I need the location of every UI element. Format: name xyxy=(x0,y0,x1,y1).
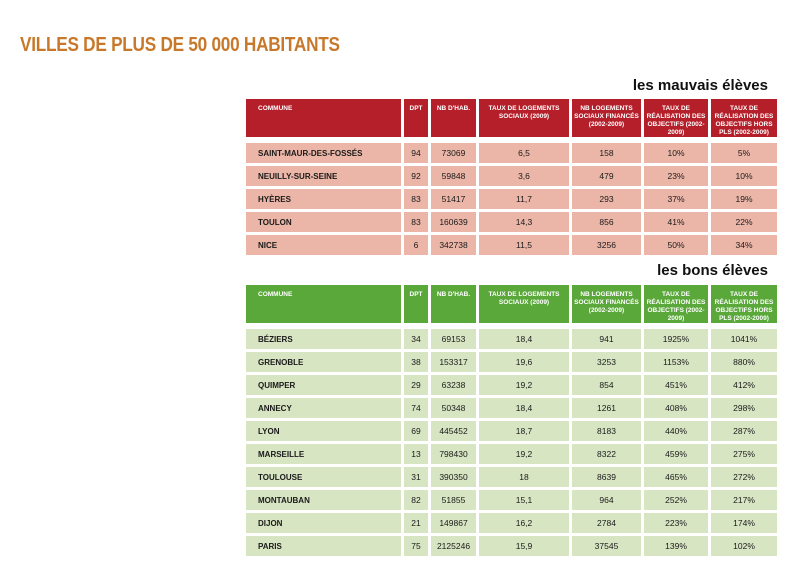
percent-value: 465 xyxy=(665,472,680,482)
percent-value: 451 xyxy=(665,380,680,390)
cell-social-rate: 16,2 xyxy=(479,513,572,536)
table-row xyxy=(246,189,777,212)
cell-population: 59848 xyxy=(431,166,479,189)
cell-financed: 37545 xyxy=(572,536,644,559)
percent-unit: % xyxy=(676,240,685,250)
page-title: VILLES DE PLUS DE 50 000 HABITANTS xyxy=(20,34,340,56)
cell-financed: 964 xyxy=(572,490,644,513)
cell-social-rate: 18 xyxy=(479,467,572,490)
percent-unit: % xyxy=(747,426,755,436)
cell-financed: 293 xyxy=(572,189,644,212)
cell-achievement xyxy=(644,444,711,467)
percent-unit: % xyxy=(679,380,687,390)
good-header-row xyxy=(246,285,777,323)
table-row xyxy=(246,536,777,559)
percent-value: 459 xyxy=(665,449,680,459)
cell-social-rate: 15,1 xyxy=(479,490,572,513)
percent-unit: % xyxy=(747,449,755,459)
cell-population: 798430 xyxy=(431,444,479,467)
cell-social-rate: 19,2 xyxy=(479,375,572,398)
cell-dpt: 21 xyxy=(404,513,431,536)
cell-dpt: 31 xyxy=(404,467,431,490)
percent-unit: % xyxy=(681,334,690,344)
bad-section-title: les mauvais élèves xyxy=(632,77,768,94)
cell-financed: 854 xyxy=(572,375,644,398)
cell-achievement xyxy=(644,329,711,352)
percent-unit: % xyxy=(681,357,689,367)
percent-unit: % xyxy=(744,194,753,204)
percent-value: 22 xyxy=(735,217,745,227)
percent-unit: % xyxy=(744,240,753,250)
cell-achievement xyxy=(644,490,711,513)
cell-population: 69153 xyxy=(431,329,479,352)
table-row xyxy=(246,444,777,467)
cell-achievement-hors-pls xyxy=(711,421,777,444)
cell-achievement xyxy=(644,536,711,559)
header-achievement-hors-pls: TAUX DE RÉALISATION DES OBJECTIFS HORS PLS (2002-2009) xyxy=(711,99,777,137)
cell-population: 63238 xyxy=(431,375,479,398)
cell-achievement xyxy=(644,513,711,536)
percent-value: 440 xyxy=(665,426,680,436)
good-section-title: les bons élèves xyxy=(657,262,768,279)
cell-commune: MARSEILLE xyxy=(246,444,404,467)
cell-commune: MONTAUBAN xyxy=(246,490,404,513)
table-row xyxy=(246,166,777,189)
cell-dpt: 83 xyxy=(404,212,431,235)
cell-achievement-hors-pls xyxy=(711,235,777,258)
cell-social-rate: 11,7 xyxy=(479,189,572,212)
cell-commune: BÉZIERS xyxy=(246,329,404,352)
cell-dpt: 94 xyxy=(404,143,431,166)
cell-achievement xyxy=(644,143,711,166)
cell-achievement xyxy=(644,166,711,189)
cell-achievement-hors-pls xyxy=(711,166,777,189)
cell-achievement xyxy=(644,467,711,490)
table-row xyxy=(246,235,777,258)
cell-financed: 1261 xyxy=(572,398,644,421)
percent-unit: % xyxy=(744,217,753,227)
percent-unit: % xyxy=(676,148,685,158)
cell-achievement xyxy=(644,189,711,212)
cell-financed: 8639 xyxy=(572,467,644,490)
percent-unit: % xyxy=(747,472,755,482)
cell-commune: HYÈRES xyxy=(246,189,404,212)
percent-value: 10 xyxy=(735,171,745,181)
header-commune: COMMUNE xyxy=(246,99,404,137)
percent-unit: % xyxy=(679,449,687,459)
cell-achievement xyxy=(644,398,711,421)
cell-achievement-hors-pls xyxy=(711,398,777,421)
cell-achievement-hors-pls xyxy=(711,143,777,166)
cell-commune: SAINT-MAUR-DES-FOSSÉS xyxy=(246,143,404,166)
percent-value: 102 xyxy=(733,541,748,551)
table-row xyxy=(246,375,777,398)
cell-financed: 3253 xyxy=(572,352,644,375)
cell-dpt: 83 xyxy=(404,189,431,212)
table-row xyxy=(246,490,777,513)
cell-population: 342738 xyxy=(431,235,479,258)
cell-achievement xyxy=(644,235,711,258)
cell-social-rate: 18,4 xyxy=(479,398,572,421)
header-achievement: TAUX DE RÉALISATION DES OBJECTIFS (2002-2009) xyxy=(644,99,711,137)
good-table xyxy=(246,285,777,559)
percent-value: 174 xyxy=(733,518,748,528)
cell-population: 50348 xyxy=(431,398,479,421)
header-achievement-hors-pls: TAUX DE RÉALISATION DES OBJECTIFS HORS PLS (2002-2009) xyxy=(711,285,777,323)
header-achievement: TAUX DE RÉALISATION DES OBJECTIFS (2002-2009) xyxy=(644,285,711,323)
cell-achievement-hors-pls xyxy=(711,189,777,212)
cell-social-rate: 3,6 xyxy=(479,166,572,189)
percent-value: 41 xyxy=(667,217,677,227)
percent-value: 217 xyxy=(733,495,748,505)
cell-population: 51417 xyxy=(431,189,479,212)
cell-social-rate: 18,4 xyxy=(479,329,572,352)
cell-social-rate: 19,6 xyxy=(479,352,572,375)
percent-unit: % xyxy=(749,334,758,344)
cell-achievement xyxy=(644,212,711,235)
percent-unit: % xyxy=(747,518,755,528)
cell-achievement-hors-pls xyxy=(711,352,777,375)
percent-value: 408 xyxy=(665,403,680,413)
percent-unit: % xyxy=(679,403,687,413)
header-population: NB D'HAB. xyxy=(431,99,479,137)
cell-population: 390350 xyxy=(431,467,479,490)
percent-value: 880 xyxy=(733,357,748,367)
header-dpt: DPT xyxy=(404,99,431,137)
percent-value: 1041 xyxy=(730,334,750,344)
cell-financed: 2784 xyxy=(572,513,644,536)
table-row xyxy=(246,513,777,536)
percent-unit: % xyxy=(742,148,751,158)
cell-social-rate: 6,5 xyxy=(479,143,572,166)
table-row xyxy=(246,398,777,421)
percent-value: 37 xyxy=(667,194,677,204)
percent-unit: % xyxy=(747,357,755,367)
cell-achievement-hors-pls xyxy=(711,329,777,352)
cell-financed: 3256 xyxy=(572,235,644,258)
percent-value: 298 xyxy=(733,403,748,413)
cell-population: 445452 xyxy=(431,421,479,444)
cell-achievement-hors-pls xyxy=(711,513,777,536)
percent-unit: % xyxy=(679,472,687,482)
percent-unit: % xyxy=(747,541,755,551)
cell-dpt: 75 xyxy=(404,536,431,559)
cell-dpt: 13 xyxy=(404,444,431,467)
cell-population: 160639 xyxy=(431,212,479,235)
cell-achievement xyxy=(644,375,711,398)
cell-dpt: 69 xyxy=(404,421,431,444)
percent-value: 1925 xyxy=(662,334,682,344)
percent-value: 23 xyxy=(667,171,677,181)
cell-commune: NICE xyxy=(246,235,404,258)
header-financed: NB LOGEMENTS SOCIAUX FINANCÉS (2002-2009) xyxy=(572,99,644,137)
percent-value: 252 xyxy=(665,495,680,505)
percent-value: 1153 xyxy=(663,357,682,367)
cell-financed: 479 xyxy=(572,166,644,189)
cell-dpt: 82 xyxy=(404,490,431,513)
cell-social-rate: 15,9 xyxy=(479,536,572,559)
table-row xyxy=(246,421,777,444)
cell-commune: GRENOBLE xyxy=(246,352,404,375)
percent-unit: % xyxy=(676,217,685,227)
cell-commune: PARIS xyxy=(246,536,404,559)
percent-unit: % xyxy=(747,403,755,413)
cell-financed: 158 xyxy=(572,143,644,166)
cell-achievement-hors-pls xyxy=(711,490,777,513)
cell-achievement-hors-pls xyxy=(711,375,777,398)
cell-financed: 8322 xyxy=(572,444,644,467)
cell-social-rate: 14,3 xyxy=(479,212,572,235)
bad-table xyxy=(246,99,777,258)
table-row xyxy=(246,329,777,352)
percent-value: 275 xyxy=(733,449,748,459)
cell-dpt: 29 xyxy=(404,375,431,398)
cell-dpt: 74 xyxy=(404,398,431,421)
header-population: NB D'HAB. xyxy=(431,285,479,323)
percent-unit: % xyxy=(679,518,687,528)
cell-population: 2125246 xyxy=(431,536,479,559)
percent-unit: % xyxy=(676,171,685,181)
percent-unit: % xyxy=(747,495,755,505)
cell-social-rate: 19,2 xyxy=(479,444,572,467)
percent-value: 34 xyxy=(735,240,745,250)
cell-achievement-hors-pls xyxy=(711,444,777,467)
table-row xyxy=(246,143,777,166)
cell-financed: 8183 xyxy=(572,421,644,444)
cell-commune: LYON xyxy=(246,421,404,444)
header-social-rate: TAUX DE LOGEMENTS SOCIAUX (2009) xyxy=(479,99,572,137)
percent-value: 5 xyxy=(737,148,743,158)
cell-achievement-hors-pls xyxy=(711,212,777,235)
percent-value: 272 xyxy=(733,472,748,482)
cell-population: 51855 xyxy=(431,490,479,513)
table-row xyxy=(246,212,777,235)
cell-dpt: 92 xyxy=(404,166,431,189)
percent-unit: % xyxy=(676,194,685,204)
cell-financed: 941 xyxy=(572,329,644,352)
cell-population: 153317 xyxy=(431,352,479,375)
percent-unit: % xyxy=(744,171,753,181)
cell-commune: DIJON xyxy=(246,513,404,536)
cell-financed: 856 xyxy=(572,212,644,235)
cell-social-rate: 18,7 xyxy=(479,421,572,444)
percent-value: 19 xyxy=(735,194,745,204)
cell-commune: TOULON xyxy=(246,212,404,235)
percent-value: 50 xyxy=(667,240,677,250)
header-commune: COMMUNE xyxy=(246,285,404,323)
cell-achievement xyxy=(644,421,711,444)
cell-population: 149867 xyxy=(431,513,479,536)
header-dpt: DPT xyxy=(404,285,431,323)
cell-population: 73069 xyxy=(431,143,479,166)
cell-achievement-hors-pls xyxy=(711,467,777,490)
percent-value: 10 xyxy=(667,148,677,158)
percent-value: 287 xyxy=(733,426,748,436)
table-row xyxy=(246,467,777,490)
header-social-rate: TAUX DE LOGEMENTS SOCIAUX (2009) xyxy=(479,285,572,323)
cell-dpt: 34 xyxy=(404,329,431,352)
percent-value: 223 xyxy=(665,518,680,528)
percent-unit: % xyxy=(679,495,687,505)
table-row xyxy=(246,352,777,375)
percent-unit: % xyxy=(747,380,755,390)
bad-header-row xyxy=(246,99,777,137)
percent-value: 139 xyxy=(665,541,680,551)
header-financed: NB LOGEMENTS SOCIAUX FINANCÉS (2002-2009) xyxy=(572,285,644,323)
cell-commune: QUIMPER xyxy=(246,375,404,398)
cell-dpt: 38 xyxy=(404,352,431,375)
percent-unit: % xyxy=(679,426,687,436)
percent-value: 412 xyxy=(733,380,748,390)
cell-achievement xyxy=(644,352,711,375)
cell-achievement-hors-pls xyxy=(711,536,777,559)
cell-commune: NEUILLY-SUR-SEINE xyxy=(246,166,404,189)
cell-commune: TOULOUSE xyxy=(246,467,404,490)
percent-unit: % xyxy=(679,541,687,551)
cell-social-rate: 11,5 xyxy=(479,235,572,258)
cell-dpt: 6 xyxy=(404,235,431,258)
cell-commune: ANNECY xyxy=(246,398,404,421)
